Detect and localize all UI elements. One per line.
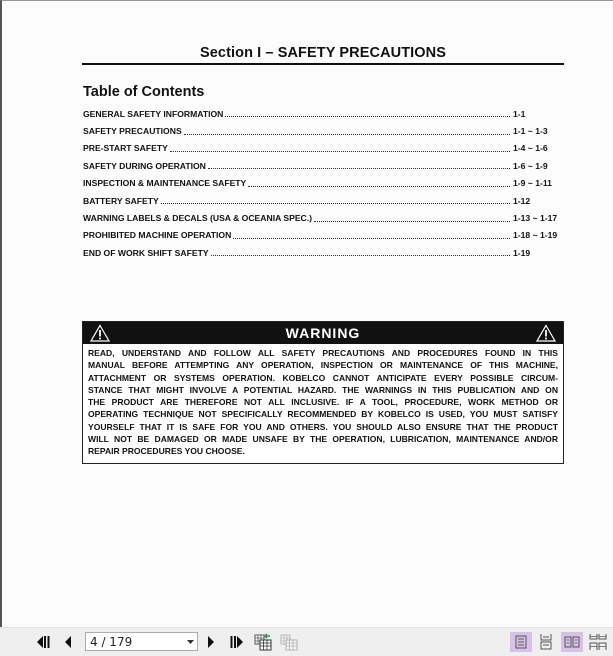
toc-entry-page: 1-12 bbox=[513, 195, 531, 206]
warning-header bbox=[83, 322, 563, 344]
continuous-facing-view-icon bbox=[589, 634, 607, 650]
section-title: Section I – SAFETY PRECAUTIONS bbox=[199, 45, 447, 61]
warning-triangle-icon bbox=[90, 324, 110, 342]
toc-entry-page: 1-1 ~ 1-3 bbox=[513, 126, 548, 137]
warning-line: STANCE THAT MIGHT INVOLVE A POTENTIAL HAZARD. THE WARNINGS IN THIS PUBLICATION AND ON bbox=[88, 384, 558, 395]
next-page-button[interactable] bbox=[201, 632, 221, 652]
toc-title: Table of Contents bbox=[83, 84, 205, 100]
toc-entry[interactable] bbox=[83, 157, 565, 174]
previous-page-button[interactable] bbox=[58, 632, 78, 652]
facing-view-button[interactable] bbox=[561, 632, 583, 652]
warning-line: MANUAL BEFORE ATTEMPTING ANY OPERATION, INSPECTION OR MAINTENANCE OF THIS MACHINE, bbox=[88, 360, 558, 371]
toc-entry-page: 1-13 ~ 1-17 bbox=[513, 213, 558, 224]
toc-entry-label: SAFETY PRECAUTIONS bbox=[83, 126, 182, 137]
toc-entry[interactable] bbox=[83, 209, 565, 226]
toc-entry[interactable] bbox=[83, 192, 565, 209]
warning-line: YOURSELF THAT IT IS SAFE FOR YOU AND OTHERS. YOU SHOULD ALSO ENSURE THAT THE PRODUCT bbox=[88, 421, 558, 432]
continuous-view-button[interactable] bbox=[535, 632, 557, 652]
toc-entry[interactable] bbox=[83, 140, 565, 157]
toc-entry[interactable] bbox=[83, 227, 565, 244]
toc-entry[interactable] bbox=[83, 175, 565, 192]
warning-text bbox=[83, 344, 563, 458]
toc-leader-dots bbox=[233, 230, 510, 239]
last-page-icon bbox=[228, 635, 244, 649]
toc-leader-dots bbox=[225, 108, 510, 117]
section-title-rule bbox=[82, 63, 564, 65]
previous-page-icon bbox=[63, 635, 73, 649]
single-page-view-icon bbox=[515, 635, 527, 649]
chevron-down-icon[interactable] bbox=[183, 640, 197, 644]
toc-entry-page: 1-18 ~ 1-19 bbox=[513, 230, 558, 241]
toc-entry[interactable] bbox=[83, 244, 565, 261]
toc-leader-dots bbox=[161, 195, 510, 204]
facing-view-icon bbox=[564, 636, 580, 648]
page-indicator[interactable]: 4 / 179 bbox=[90, 634, 133, 649]
table-of-contents bbox=[83, 105, 565, 262]
first-page-icon bbox=[36, 635, 52, 649]
previous-view-icon bbox=[254, 633, 272, 651]
warning-line: THE PRODUCT ARE THEREFORE NOT ALL INCLUSIVE. IF A TOOL, PROCEDURE, WORK METHOD OR bbox=[88, 397, 558, 408]
warning-line: ATTACHMENT OR SYSTEMS OPERATION. KOBELCO CANNOT ANTICIPATE EVERY POSSIBLE CIRCUM- bbox=[88, 372, 558, 383]
warning-triangle-icon bbox=[536, 324, 556, 342]
first-page-button[interactable] bbox=[34, 632, 54, 652]
toc-entry-label: WARNING LABELS & DECALS (USA & OCEANIA SPEC.) bbox=[83, 213, 313, 224]
toc-entry-page: 1-6 ~ 1-9 bbox=[513, 160, 548, 171]
toc-leader-dots bbox=[170, 143, 510, 152]
toc-entry-page: 1-19 bbox=[513, 247, 531, 258]
next-view-button[interactable] bbox=[279, 632, 299, 652]
continuous-facing-view-button[interactable] bbox=[587, 632, 609, 652]
toc-entry-page: 1-1 bbox=[513, 108, 526, 119]
warning-line: READ, UNDERSTAND AND FOLLOW ALL SAFETY PRECAUTIONS AND PROCEDURES FOUND IN THIS bbox=[88, 348, 558, 358]
toc-entry-label: SAFETY DURING OPERATION bbox=[83, 160, 206, 171]
continuous-view-icon bbox=[540, 634, 552, 650]
toc-leader-dots bbox=[208, 160, 510, 169]
warning-box bbox=[82, 321, 564, 464]
warning-line: OPERATING TECHNIQUE NOT SPECIFICALLY RECOMMENDED BY KOBELCO IS USED, YOU MUST SATISFY bbox=[88, 409, 558, 420]
toc-entry-label: PROHIBITED MACHINE OPERATION bbox=[83, 230, 232, 241]
warning-line: REPAIR PROCEDURES YOU CHOOSE. bbox=[88, 446, 245, 457]
toc-entry[interactable] bbox=[83, 122, 565, 139]
next-view-icon bbox=[280, 633, 298, 651]
navigation-toolbar bbox=[0, 627, 613, 656]
toc-entry[interactable] bbox=[83, 105, 565, 122]
toc-entry-label: END OF WORK SHIFT SAFETY bbox=[83, 247, 209, 258]
single-page-view-button[interactable] bbox=[510, 632, 532, 652]
toc-entry-page: 1-9 ~ 1-11 bbox=[513, 178, 552, 189]
page-number-dropdown[interactable] bbox=[85, 632, 198, 651]
warning-line: WILL NOT BE DAMAGED OR MADE UNSAFE BY THE OPERATION, LUBRICATION, MAINTENANCE AND/OR bbox=[88, 434, 558, 445]
toc-entry-label: BATTERY SAFETY bbox=[83, 195, 159, 206]
toc-entry-label: PRE-START SAFETY bbox=[83, 143, 168, 154]
toc-leader-dots bbox=[184, 126, 510, 135]
toc-leader-dots bbox=[314, 213, 510, 222]
toc-entry-label: GENERAL SAFETY INFORMATION bbox=[83, 108, 224, 119]
warning-title: WARNING bbox=[285, 325, 361, 341]
toc-entry-label: INSPECTION & MAINTENANCE SAFETY bbox=[83, 178, 247, 189]
next-page-icon bbox=[206, 635, 216, 649]
pdf-page bbox=[2, 1, 613, 627]
toc-entry-page: 1-4 ~ 1-6 bbox=[513, 143, 548, 154]
last-page-button[interactable] bbox=[226, 632, 246, 652]
toc-leader-dots bbox=[211, 247, 510, 256]
previous-view-button[interactable] bbox=[253, 632, 273, 652]
toc-leader-dots bbox=[248, 178, 510, 187]
